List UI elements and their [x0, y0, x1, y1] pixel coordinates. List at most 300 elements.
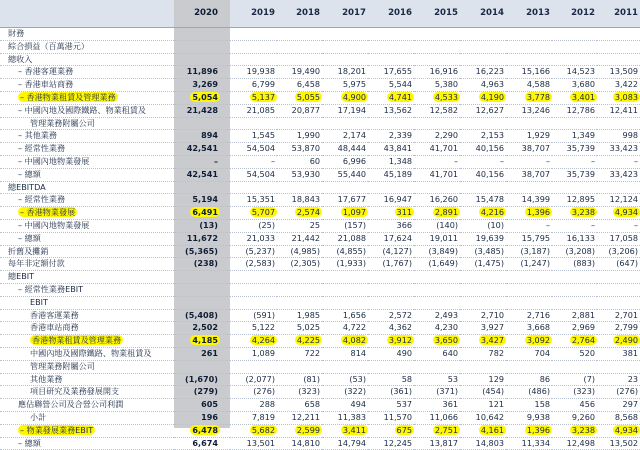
- value-cell-2013: 38,707: [506, 143, 552, 156]
- value-cell-2019: 1,545: [230, 130, 277, 143]
- value-cell-2018: [277, 40, 322, 53]
- value-cell-2015: 41,701: [414, 168, 460, 181]
- value-cell-2013: [506, 181, 552, 194]
- value-cell-2017: [322, 296, 368, 309]
- highlighted-value: 1,097: [342, 207, 366, 218]
- value-cell-2017: 55,440: [322, 168, 368, 181]
- value-cell-2012: 14,523: [552, 66, 597, 79]
- row-label: 總收入: [0, 53, 174, 66]
- value-cell-2018: 53,930: [277, 168, 322, 181]
- row-label: – 中國內地物業發展: [0, 219, 174, 232]
- value-cell-2018: 1,990: [277, 130, 322, 143]
- value-cell-2019: 54,504: [230, 168, 277, 181]
- value-cell-2012: –: [552, 155, 597, 168]
- value-cell-2015: (371): [414, 386, 460, 399]
- value-cell-2016: 12,245: [368, 437, 414, 450]
- value-cell-2015: [414, 360, 460, 373]
- value-cell-2012: [552, 207, 597, 220]
- highlighted-value: 3,411: [342, 424, 366, 435]
- value-cell-2011: 23: [597, 373, 640, 386]
- value-cell-2013: 38,707: [506, 168, 552, 181]
- year-header-2019: 2019: [230, 0, 277, 28]
- value-cell-2011: [597, 360, 640, 373]
- value-cell-2019: 7,819: [230, 411, 277, 424]
- year-header-2018: 2018: [277, 0, 322, 28]
- value-cell-2019: [230, 40, 277, 53]
- table-row: [0, 322, 640, 335]
- value-cell-2020: 2,502: [174, 322, 230, 335]
- value-cell-2018: 658: [277, 399, 322, 412]
- value-cell-2017: 18,201: [322, 66, 368, 79]
- year-header-2014: 2014: [460, 0, 506, 28]
- table-row: [0, 424, 640, 437]
- value-cell-2019: [230, 207, 277, 220]
- value-cell-2020: [174, 335, 230, 348]
- value-cell-2017: [322, 28, 368, 41]
- value-cell-2019: 54,504: [230, 143, 277, 156]
- value-cell-2013: [506, 40, 552, 53]
- value-cell-2014: 14,803: [460, 437, 506, 450]
- highlighted-value: 4,190: [480, 91, 504, 102]
- value-cell-2020: (279): [174, 386, 230, 399]
- table-row: [0, 411, 640, 424]
- row-label: 中國內地及國際鐵路、物業租賃及: [0, 347, 174, 360]
- value-cell-2012: [552, 335, 597, 348]
- value-cell-2020: [174, 424, 230, 437]
- highlighted-value: 2,891: [434, 207, 458, 218]
- row-label: 總EBITDA: [0, 181, 174, 194]
- row-label: 應佔聯營公司及合營公司利潤: [0, 399, 174, 412]
- value-cell-2018: 53,870: [277, 143, 322, 156]
- value-cell-2012: 2,881: [552, 309, 597, 322]
- value-cell-2014: [460, 360, 506, 373]
- value-cell-2015: 2,493: [414, 309, 460, 322]
- value-cell-2018: 21,442: [277, 232, 322, 245]
- value-cell-2014: [460, 424, 506, 437]
- value-cell-2017: [322, 117, 368, 130]
- value-cell-2011: 297: [597, 399, 640, 412]
- value-cell-2013: [506, 335, 552, 348]
- value-cell-2016: 58: [368, 373, 414, 386]
- highlighted-value: 4,082: [342, 335, 366, 346]
- value-cell-2011: 33,423: [597, 168, 640, 181]
- highlighted-value: 4,216: [480, 207, 504, 218]
- value-cell-2012: 520: [552, 347, 597, 360]
- value-cell-2016: 13,562: [368, 104, 414, 117]
- row-label: 管理業務附屬公司: [0, 360, 174, 373]
- value-cell-2011: [597, 53, 640, 66]
- value-cell-2014: [460, 53, 506, 66]
- value-cell-2019: [230, 117, 277, 130]
- value-cell-2014: 10,642: [460, 411, 506, 424]
- value-cell-2015: [414, 91, 460, 104]
- value-cell-2011: –: [597, 219, 640, 232]
- value-cell-2020: [174, 296, 230, 309]
- row-label: 香港車站商務: [0, 322, 174, 335]
- value-cell-2013: (3,187): [506, 245, 552, 258]
- value-cell-2012: [552, 271, 597, 284]
- table-row: [0, 386, 640, 399]
- value-cell-2016: 2,572: [368, 309, 414, 322]
- value-cell-2013: [506, 117, 552, 130]
- value-cell-2013: (1,247): [506, 258, 552, 271]
- value-cell-2018: [277, 117, 322, 130]
- value-cell-2019: 13,501: [230, 437, 277, 450]
- table-row: [0, 437, 640, 450]
- value-cell-2019: (276): [230, 386, 277, 399]
- row-label: 小計: [0, 411, 174, 424]
- value-cell-2017: 5,975: [322, 79, 368, 92]
- table-row: [0, 283, 640, 296]
- value-cell-2017: (157): [322, 219, 368, 232]
- highlighted-value: 3,092: [526, 335, 550, 346]
- table-row: [0, 181, 640, 194]
- value-cell-2011: 2,701: [597, 309, 640, 322]
- value-cell-2013: [506, 283, 552, 296]
- value-cell-2013: 15,795: [506, 232, 552, 245]
- value-cell-2016: 1,348: [368, 155, 414, 168]
- value-cell-2013: 13,246: [506, 104, 552, 117]
- value-cell-2020: 42,541: [174, 143, 230, 156]
- value-cell-2014: [460, 181, 506, 194]
- highlighted-value: 4,264: [251, 335, 275, 346]
- value-cell-2018: [277, 181, 322, 194]
- highlighted-value: 1,396: [526, 424, 550, 435]
- value-cell-2020: 894: [174, 130, 230, 143]
- value-cell-2017: 14,794: [322, 437, 368, 450]
- value-cell-2012: 35,739: [552, 168, 597, 181]
- table-row: [0, 155, 640, 168]
- highlighted-value: 3,427: [480, 335, 504, 346]
- value-cell-2018: 12,211: [277, 411, 322, 424]
- row-label: 總EBIT: [0, 271, 174, 284]
- value-cell-2019: (2,583): [230, 258, 277, 271]
- table-row: [0, 245, 640, 258]
- value-cell-2012: [552, 40, 597, 53]
- value-cell-2014: [460, 28, 506, 41]
- value-cell-2016: [368, 117, 414, 130]
- value-cell-2012: 16,133: [552, 232, 597, 245]
- value-cell-2014: 2,710: [460, 309, 506, 322]
- value-cell-2020: 6,674: [174, 437, 230, 450]
- value-cell-2011: [597, 335, 640, 348]
- value-cell-2020: 3,269: [174, 79, 230, 92]
- value-cell-2018: (81): [277, 373, 322, 386]
- row-label: [0, 424, 174, 437]
- value-cell-2020: 261: [174, 347, 230, 360]
- highlighted-value: 4,533: [434, 91, 458, 102]
- value-cell-2011: [597, 271, 640, 284]
- value-cell-2011: 33,423: [597, 143, 640, 156]
- value-cell-2013: 15,166: [506, 66, 552, 79]
- value-cell-2014: [460, 271, 506, 284]
- value-cell-2019: 5,122: [230, 322, 277, 335]
- value-cell-2014: (454): [460, 386, 506, 399]
- value-cell-2012: 3,680: [552, 79, 597, 92]
- highlighted-value: 5,055: [296, 91, 320, 102]
- value-cell-2012: [552, 28, 597, 41]
- highlighted-value: 2,490: [614, 335, 638, 346]
- value-cell-2011: 17,058: [597, 232, 640, 245]
- value-cell-2018: 722: [277, 347, 322, 360]
- value-cell-2016: [368, 271, 414, 284]
- value-cell-2018: 1,985: [277, 309, 322, 322]
- highlighted-value: 3,083: [614, 91, 638, 102]
- value-cell-2013: 2,716: [506, 309, 552, 322]
- value-cell-2015: 5,380: [414, 79, 460, 92]
- row-label: [0, 335, 174, 348]
- table-row: [0, 117, 640, 130]
- row-label: 綜合損益（百萬港元）: [0, 40, 174, 53]
- value-cell-2018: [277, 424, 322, 437]
- highlighted-value: 2,574: [296, 207, 320, 218]
- value-cell-2015: [414, 28, 460, 41]
- value-cell-2014: 2,153: [460, 130, 506, 143]
- highlighted-value: 2,751: [434, 424, 458, 435]
- row-label: [0, 91, 174, 104]
- value-cell-2011: (276): [597, 386, 640, 399]
- value-cell-2017: 4,722: [322, 322, 368, 335]
- value-cell-2015: 361: [414, 399, 460, 412]
- value-cell-2019: 19,938: [230, 66, 277, 79]
- value-cell-2014: 121: [460, 399, 506, 412]
- table-row: [0, 28, 640, 41]
- row-label: – 其他業務: [0, 130, 174, 143]
- value-cell-2018: 19,490: [277, 66, 322, 79]
- value-cell-2011: 381: [597, 347, 640, 360]
- highlighted-value: 3,238: [571, 207, 595, 218]
- value-cell-2020: [174, 207, 230, 220]
- row-label: – 經常性業務EBIT: [0, 283, 174, 296]
- value-cell-2019: 288: [230, 399, 277, 412]
- value-cell-2017: [322, 271, 368, 284]
- highlighted-value: 4,900: [342, 91, 366, 102]
- value-cell-2015: 4,230: [414, 322, 460, 335]
- highlighted-row-label: – 香港物業發展: [20, 207, 76, 218]
- highlighted-value: 6,478: [192, 424, 218, 435]
- value-cell-2011: 12,124: [597, 194, 640, 207]
- value-cell-2015: 19,011: [414, 232, 460, 245]
- value-cell-2020: [174, 91, 230, 104]
- row-label: 財務: [0, 28, 174, 41]
- value-cell-2011: [597, 207, 640, 220]
- table-row: [0, 360, 640, 373]
- value-cell-2015: 11,066: [414, 411, 460, 424]
- value-cell-2017: (1,933): [322, 258, 368, 271]
- highlighted-value: 6,491: [192, 207, 218, 218]
- table-row: [0, 194, 640, 207]
- value-cell-2017: 6,996: [322, 155, 368, 168]
- value-cell-2014: –: [460, 155, 506, 168]
- value-cell-2015: [414, 283, 460, 296]
- value-cell-2019: 21,085: [230, 104, 277, 117]
- value-cell-2016: 4,362: [368, 322, 414, 335]
- value-cell-2016: 490: [368, 347, 414, 360]
- value-cell-2015: 41,701: [414, 143, 460, 156]
- value-cell-2015: 16,916: [414, 66, 460, 79]
- value-cell-2015: 2,290: [414, 130, 460, 143]
- value-cell-2019: (25): [230, 219, 277, 232]
- highlighted-value: 3,650: [434, 335, 458, 346]
- value-cell-2012: [552, 53, 597, 66]
- value-cell-2017: 17,194: [322, 104, 368, 117]
- value-cell-2011: [597, 181, 640, 194]
- value-cell-2020: [174, 117, 230, 130]
- value-cell-2011: 3,422: [597, 79, 640, 92]
- value-cell-2013: 14,399: [506, 194, 552, 207]
- value-cell-2013: (486): [506, 386, 552, 399]
- year-header-row: [0, 0, 640, 28]
- value-cell-2020: [174, 40, 230, 53]
- value-cell-2011: 8,568: [597, 411, 640, 424]
- value-cell-2020: 605: [174, 399, 230, 412]
- value-cell-2015: [414, 53, 460, 66]
- value-cell-2018: [277, 53, 322, 66]
- row-label: – 經常性業務: [0, 194, 174, 207]
- value-cell-2011: [597, 296, 640, 309]
- value-cell-2020: –: [174, 155, 230, 168]
- table-row: [0, 219, 640, 232]
- value-cell-2015: –: [414, 155, 460, 168]
- highlighted-value: 4,741: [388, 91, 412, 102]
- value-cell-2013: 86: [506, 373, 552, 386]
- highlighted-value: 5,707: [251, 207, 275, 218]
- value-cell-2014: 15,478: [460, 194, 506, 207]
- value-cell-2014: [460, 40, 506, 53]
- row-label: – 中國內地物業發展: [0, 155, 174, 168]
- highlighted-row-label: – 香港物業租賃及管理業務: [20, 91, 116, 102]
- header-blank-cell: [0, 0, 174, 28]
- value-cell-2020: 5,194: [174, 194, 230, 207]
- row-label: 香港客運業務: [0, 309, 174, 322]
- value-cell-2015: 12,582: [414, 104, 460, 117]
- value-cell-2013: –: [506, 219, 552, 232]
- table-row: [0, 66, 640, 79]
- highlighted-value: 4,225: [296, 335, 320, 346]
- highlighted-row-label: – 物業發展業務EBIT: [20, 424, 94, 435]
- table-row: [0, 130, 640, 143]
- value-cell-2013: 11,334: [506, 437, 552, 450]
- highlighted-value: 3,778: [526, 91, 550, 102]
- value-cell-2016: 17,624: [368, 232, 414, 245]
- value-cell-2019: [230, 296, 277, 309]
- value-cell-2014: 19,639: [460, 232, 506, 245]
- row-label: – 中國內地及國際鐵路、物業租賃及: [0, 104, 174, 117]
- value-cell-2018: 6,458: [277, 79, 322, 92]
- table-row: [0, 271, 640, 284]
- value-cell-2011: 998: [597, 130, 640, 143]
- value-cell-2014: (1,475): [460, 258, 506, 271]
- value-cell-2015: 16,260: [414, 194, 460, 207]
- value-cell-2012: (323): [552, 386, 597, 399]
- value-cell-2019: [230, 53, 277, 66]
- highlighted-value: 311: [396, 207, 412, 218]
- value-cell-2020: (1,670): [174, 373, 230, 386]
- value-cell-2014: 129: [460, 373, 506, 386]
- value-cell-2015: [414, 117, 460, 130]
- value-cell-2014: 12,627: [460, 104, 506, 117]
- value-cell-2018: [277, 283, 322, 296]
- value-cell-2019: [230, 28, 277, 41]
- value-cell-2019: [230, 91, 277, 104]
- value-cell-2017: [322, 207, 368, 220]
- value-cell-2012: (3,208): [552, 245, 597, 258]
- value-cell-2016: [368, 207, 414, 220]
- value-cell-2019: (5,237): [230, 245, 277, 258]
- value-cell-2020: (13): [174, 219, 230, 232]
- table-row: [0, 309, 640, 322]
- value-cell-2012: 12,895: [552, 194, 597, 207]
- value-cell-2011: [597, 28, 640, 41]
- value-cell-2016: 43,841: [368, 143, 414, 156]
- value-cell-2019: [230, 271, 277, 284]
- value-cell-2017: [322, 360, 368, 373]
- value-cell-2013: [506, 296, 552, 309]
- table-row: [0, 232, 640, 245]
- value-cell-2016: [368, 28, 414, 41]
- value-cell-2016: 5,544: [368, 79, 414, 92]
- year-header-2011: 2011: [597, 0, 640, 28]
- value-cell-2012: 9,260: [552, 411, 597, 424]
- value-cell-2018: 18,843: [277, 194, 322, 207]
- table-row: [0, 373, 640, 386]
- value-cell-2014: [460, 91, 506, 104]
- value-cell-2015: [414, 296, 460, 309]
- highlighted-value: 2,764: [571, 335, 595, 346]
- table-row: [0, 399, 640, 412]
- value-cell-2015: [414, 40, 460, 53]
- value-cell-2019: (591): [230, 309, 277, 322]
- highlighted-value: 4,161: [480, 424, 504, 435]
- value-cell-2011: 12,411: [597, 104, 640, 117]
- row-label: 每年非定額付款: [0, 258, 174, 271]
- value-cell-2015: (140): [414, 219, 460, 232]
- value-cell-2020: 11,672: [174, 232, 230, 245]
- value-cell-2019: (2,077): [230, 373, 277, 386]
- value-cell-2019: [230, 283, 277, 296]
- value-cell-2012: [552, 424, 597, 437]
- row-label: – 總額: [0, 232, 174, 245]
- value-cell-2014: [460, 283, 506, 296]
- value-cell-2016: [368, 360, 414, 373]
- value-cell-2012: [552, 360, 597, 373]
- table-row: [0, 91, 640, 104]
- value-cell-2013: –: [506, 155, 552, 168]
- value-cell-2018: 20,877: [277, 104, 322, 117]
- row-label: – 經常性業務: [0, 143, 174, 156]
- value-cell-2013: 9,938: [506, 411, 552, 424]
- row-label: 管理業務附屬公司: [0, 117, 174, 130]
- value-cell-2012: 456: [552, 399, 597, 412]
- table-row: [0, 258, 640, 271]
- value-cell-2014: (10): [460, 219, 506, 232]
- value-cell-2019: 1,089: [230, 347, 277, 360]
- table-row: [0, 143, 640, 156]
- value-cell-2016: [368, 424, 414, 437]
- row-label: EBIT: [0, 296, 174, 309]
- highlighted-value: 4,934: [614, 207, 638, 218]
- value-cell-2016: (4,127): [368, 245, 414, 258]
- value-cell-2016: 11,570: [368, 411, 414, 424]
- value-cell-2015: 640: [414, 347, 460, 360]
- value-cell-2016: 45,189: [368, 168, 414, 181]
- value-cell-2012: (7): [552, 373, 597, 386]
- value-cell-2019: 6,799: [230, 79, 277, 92]
- year-header-2020: 2020: [174, 0, 230, 28]
- value-cell-2017: 494: [322, 399, 368, 412]
- value-cell-2018: 25: [277, 219, 322, 232]
- value-cell-2016: [368, 40, 414, 53]
